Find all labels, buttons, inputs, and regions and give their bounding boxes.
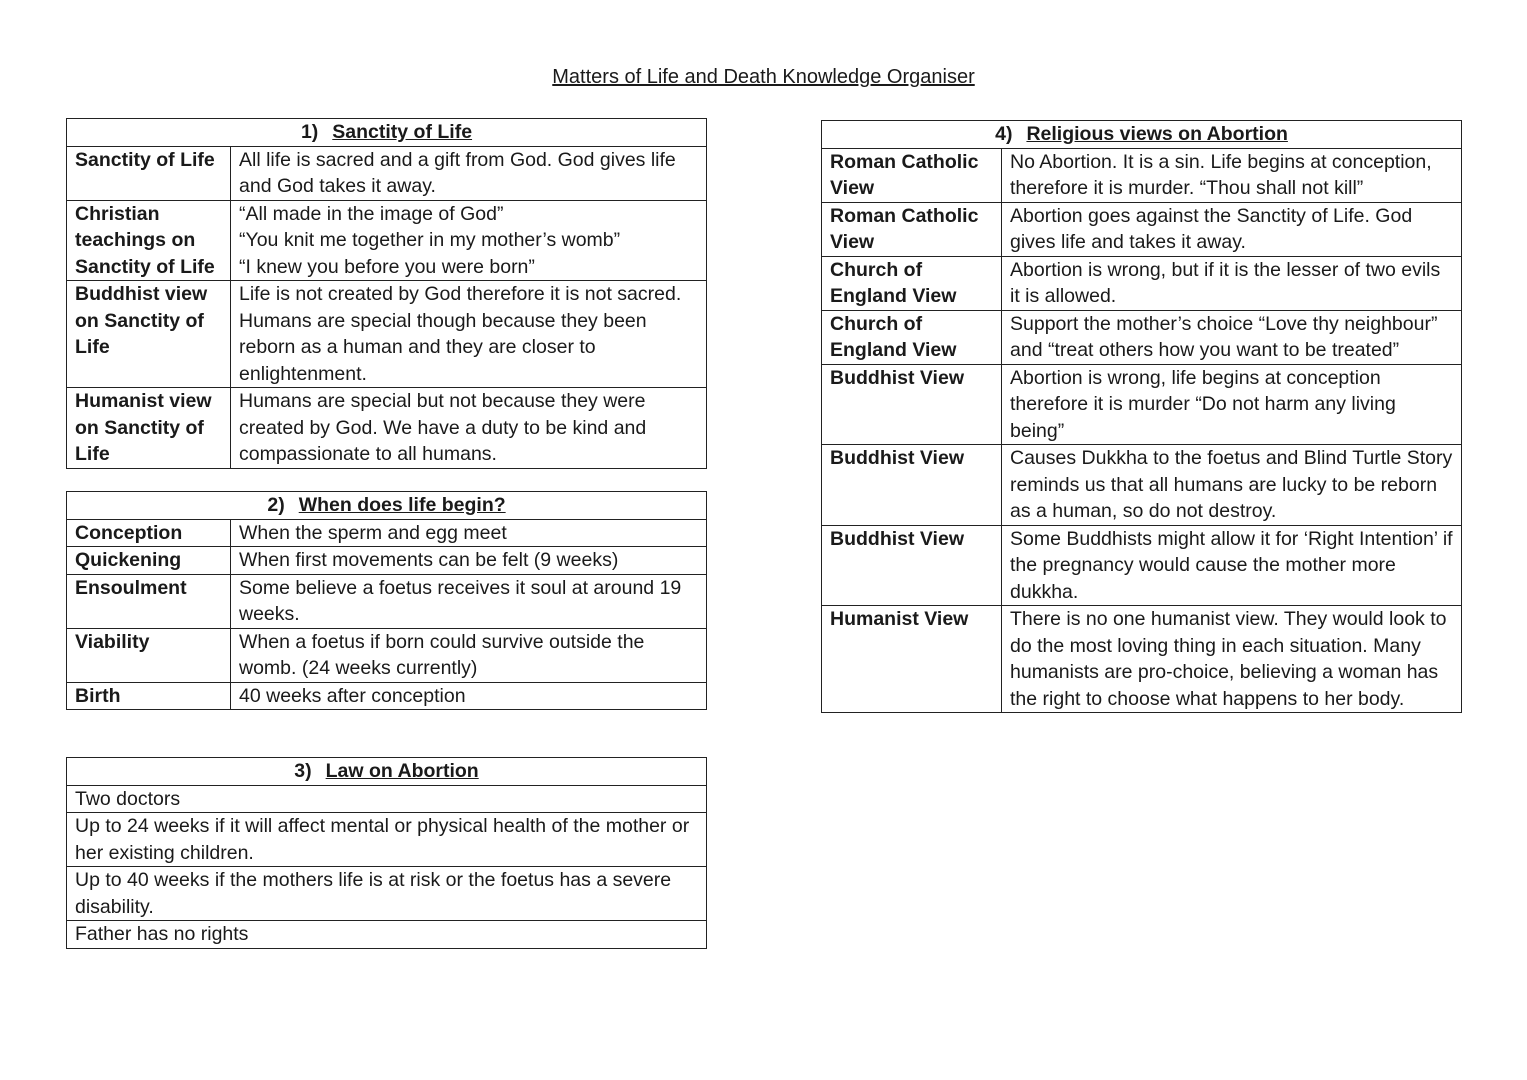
table-row [67, 281, 707, 388]
table-row [67, 682, 707, 710]
document-title: Matters of Life and Death Knowledge Organiser [552, 66, 975, 88]
section-number: 4) [995, 123, 1013, 145]
row-term-text: Church of England View [830, 312, 957, 361]
row-description: Some Buddhists might allow it for ‘Right Intention’ if the pregnancy would cause the mother more dukkha. [1002, 525, 1462, 606]
row-description: Life is not created by God therefore it is not sacred. Humans are special though because they been reborn as a human and they are closer to enlightenment. [231, 281, 707, 388]
row-term [822, 256, 1002, 310]
row-term: Buddhist View [822, 525, 1002, 606]
row-term-text: Church of England View [830, 258, 957, 307]
law-on-abortion-table [66, 757, 707, 949]
law-item: Father has no rights [67, 921, 707, 949]
row-term-text: Humanist view on Sanctity of Life [75, 390, 212, 465]
row-description: Humans are special but not because they were created by God. We have a duty to be kind and compassionate to all humans. [231, 388, 707, 469]
table-row [67, 785, 707, 813]
row-description: All life is sacred and a gift from God. God gives life and God takes it away. [231, 146, 707, 200]
row-term [822, 310, 1002, 364]
row-term [67, 388, 231, 469]
row-description: Support the mother’s choice “Love thy neighbour” and “treat others how you want to be treated” [1002, 310, 1462, 364]
begin-table-header [67, 492, 707, 520]
section-number: 2) [267, 494, 285, 516]
table-row [67, 813, 707, 867]
row-term-text: Roman Catholic View [830, 204, 979, 253]
row-description: Abortion is wrong, but if it is the lesser of two evils it is allowed. [1002, 256, 1462, 310]
table-row [822, 606, 1462, 713]
table-row [67, 574, 707, 628]
law-item: Two doctors [67, 785, 707, 813]
row-term [822, 148, 1002, 202]
table-row [67, 519, 707, 547]
row-term: Humanist View [822, 606, 1002, 713]
row-term: Conception [67, 519, 231, 547]
row-term-text: Buddhist view on Sanctity of Life [75, 283, 208, 358]
row-term-text: Roman Catholic View [830, 150, 979, 199]
sanctity-table-header [67, 119, 707, 147]
row-term: Viability [67, 628, 231, 682]
row-description: Abortion goes against the Sanctity of Life. God gives life and takes it away. [1002, 202, 1462, 256]
law-table-header [67, 758, 707, 786]
row-term: Ensoulment [67, 574, 231, 628]
law-item: Up to 24 weeks if it will affect mental or physical health of the mother or her existing children. [67, 813, 707, 867]
row-description: When the sperm and egg meet [231, 519, 707, 547]
row-description: Causes Dukkha to the foetus and Blind Turtle Story reminds us that all humans are lucky to be reborn as a human, so do not destroy. [1002, 445, 1462, 526]
table-row [67, 146, 707, 200]
row-term: Buddhist View [822, 445, 1002, 526]
table-row [822, 148, 1462, 202]
table-row [67, 547, 707, 575]
row-description: No Abortion. It is a sin. Life begins at conception, therefore it is murder. “Thou shall not kill” [1002, 148, 1462, 202]
table-row [822, 202, 1462, 256]
table-row [822, 310, 1462, 364]
religious-table-header [822, 121, 1462, 149]
table-row [822, 525, 1462, 606]
row-term [822, 202, 1002, 256]
sanctity-of-life-table [66, 118, 707, 469]
section-title: When does life begin? [298, 494, 506, 516]
table-row [67, 200, 707, 281]
section-number: 3) [294, 760, 312, 782]
table-row [67, 921, 707, 949]
row-description: “All made in the image of God” “You knit me together in my mother’s womb” “I knew you before you were born” [231, 200, 707, 281]
row-description: Some believe a foetus receives it soul at around 19 weeks. [231, 574, 707, 628]
when-does-life-begin-table [66, 491, 707, 710]
section-number: 1) [300, 121, 319, 143]
row-term: Quickening [67, 547, 231, 575]
table-row [67, 867, 707, 921]
row-description: Abortion is wrong, life begins at conception therefore it is murder “Do not harm any living being” [1002, 364, 1462, 445]
row-term: Birth [67, 682, 231, 710]
section-title: Religious views on Abortion [1026, 123, 1288, 145]
religious-views-on-abortion-table [821, 120, 1462, 713]
table-row [67, 388, 707, 469]
row-description: When a foetus if born could survive outside the womb. (24 weeks currently) [231, 628, 707, 682]
row-term-text: Christian teachings on Sanctity of Life [75, 202, 215, 278]
table-row [822, 256, 1462, 310]
row-description: 40 weeks after conception [231, 682, 707, 710]
row-term [67, 281, 231, 388]
law-item: Up to 40 weeks if the mothers life is at risk or the foetus has a severe disability. [67, 867, 707, 921]
table-row [822, 445, 1462, 526]
row-term: Buddhist View [822, 364, 1002, 445]
row-term: Sanctity of Life [67, 146, 231, 200]
table-row [67, 628, 707, 682]
row-description: There is no one humanist view. They would look to do the most loving thing in each situation. Many humanists are pro-choice, believing a woman has the right to choose what happens to her body. [1002, 606, 1462, 713]
table-row [822, 364, 1462, 445]
row-description: When first movements can be felt (9 weeks) [231, 547, 707, 575]
section-title: Law on Abortion [325, 760, 479, 782]
row-term [67, 200, 231, 281]
section-title: Sanctity of Life [332, 121, 473, 143]
